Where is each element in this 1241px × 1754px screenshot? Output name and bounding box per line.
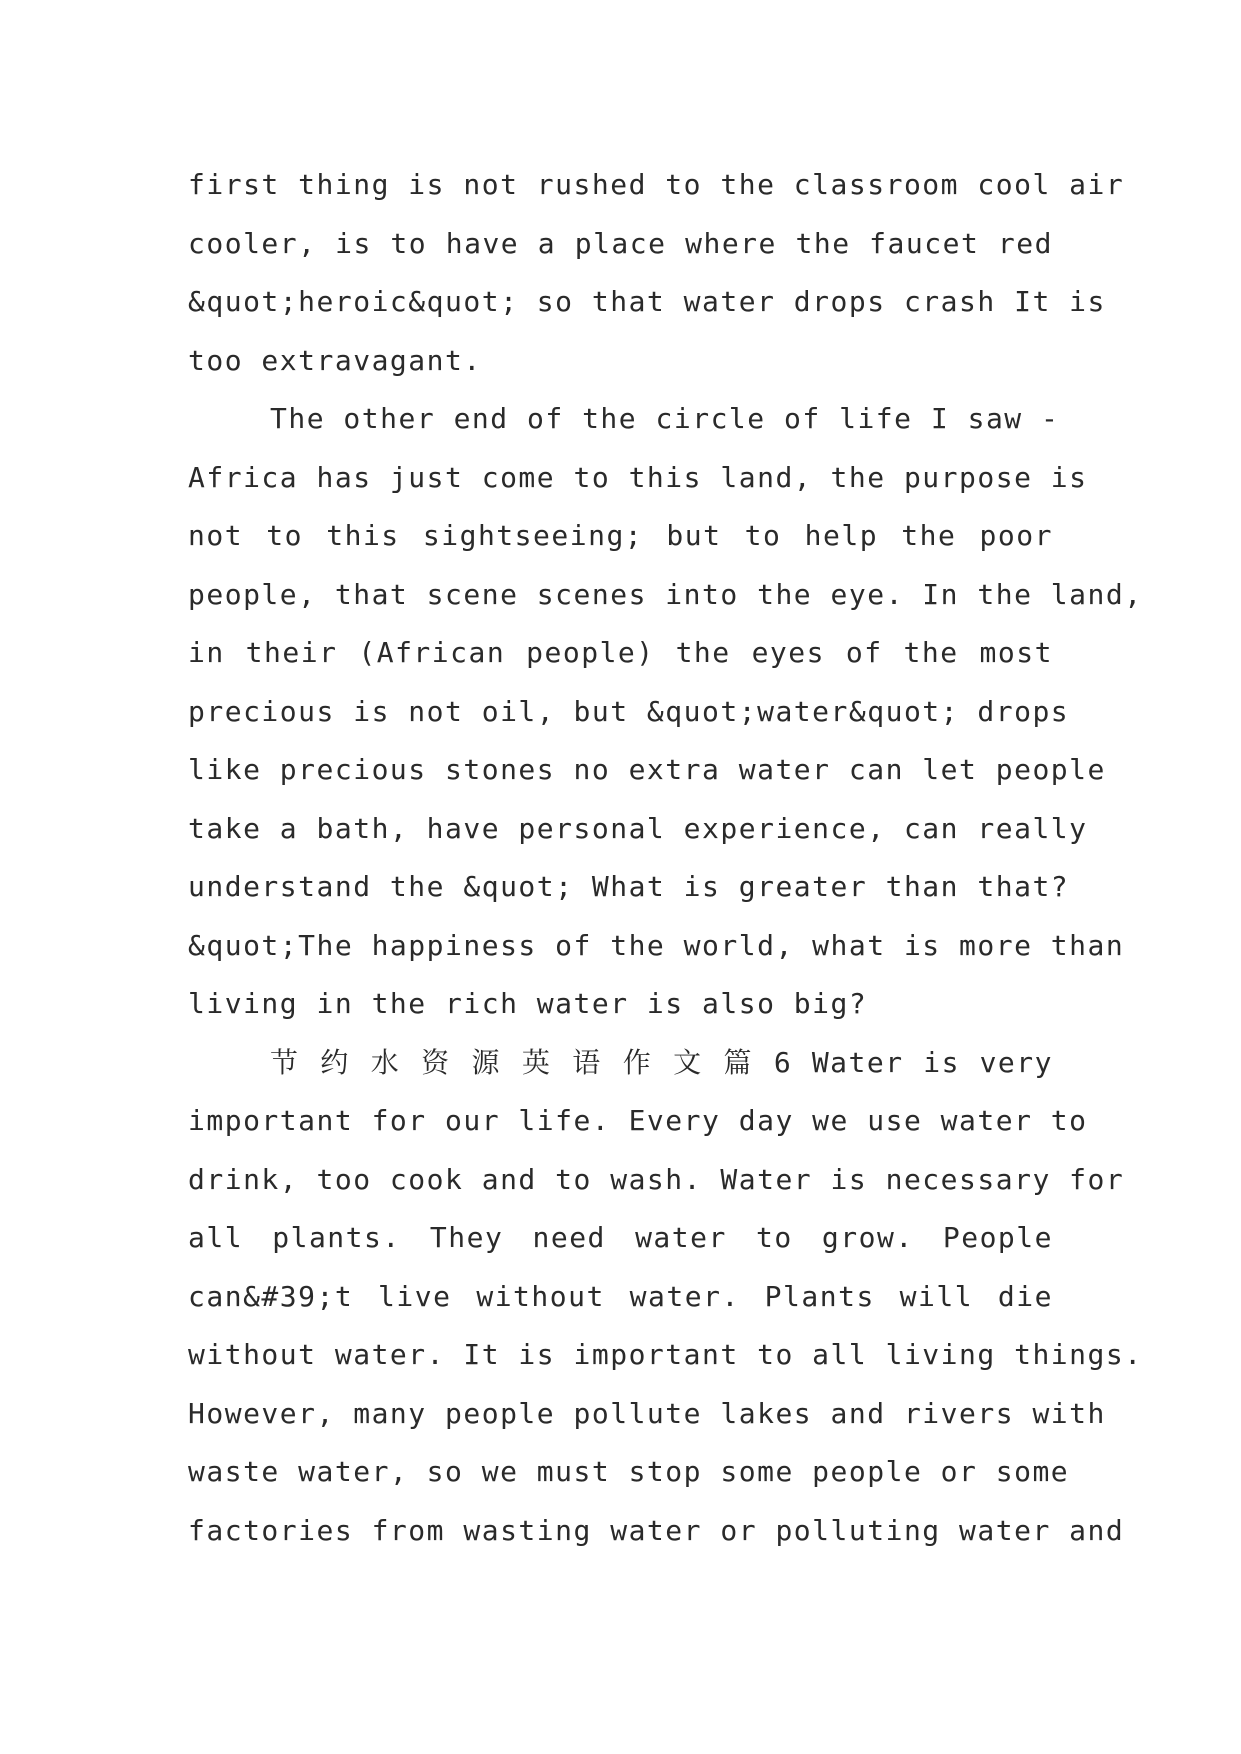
text-line: important for our life. Every day we use water to <box>188 1104 1088 1137</box>
document-page <box>188 156 1143 1560</box>
text-line: first thing is not rushed to the classroom cool air <box>188 168 1125 201</box>
paragraph-start-line: The other end of the circle of life I saw - <box>270 402 1060 435</box>
text-line: Africa has just come to this land, the purpose is <box>188 460 1088 494</box>
text-line: However, many people pollute lakes and rivers with <box>188 1396 1106 1430</box>
text-line: too extravagant. <box>188 343 482 377</box>
text-line: &quot;heroic&quot; so that water drops crash It is <box>188 285 1106 318</box>
text-line: not to this sightseeing; but to help the poor <box>188 519 1053 552</box>
text-line: waste water, so we must stop some people or some <box>188 1455 1070 1488</box>
text-line: understand the &quot; What is greater than that? <box>188 870 1070 903</box>
text-line: take a bath, have personal experience, can really <box>188 811 1088 845</box>
text-line: can&#39;t live without water. Plants will die <box>188 1279 1053 1313</box>
section-heading-line: 节 约 水 资 源 英 语 作 文 篇 6 Water is very <box>270 1045 1053 1079</box>
text-line: cooler, is to have a place where the faucet red <box>188 226 1053 260</box>
text-line: drink, too cook and to wash. Water is necessary for <box>188 1162 1125 1196</box>
text-line: without water. It is important to all living things. <box>188 1338 1143 1371</box>
text-line: precious is not oil, but &quot;water&quot; drops <box>188 694 1070 728</box>
text-line: living in the rich water is also big? <box>188 987 868 1020</box>
text-line: like precious stones no extra water can let people <box>188 753 1106 786</box>
text-line: &quot;The happiness of the world, what is more than <box>188 928 1125 962</box>
text-line: factories from wasting water or polluting water and <box>188 1513 1125 1547</box>
text-line: people, that scene scenes into the eye. In the land, <box>188 577 1143 611</box>
text-line: in their (African people) the eyes of the most <box>188 636 1053 669</box>
text-line: all plants. They need water to grow. People <box>188 1221 1053 1254</box>
